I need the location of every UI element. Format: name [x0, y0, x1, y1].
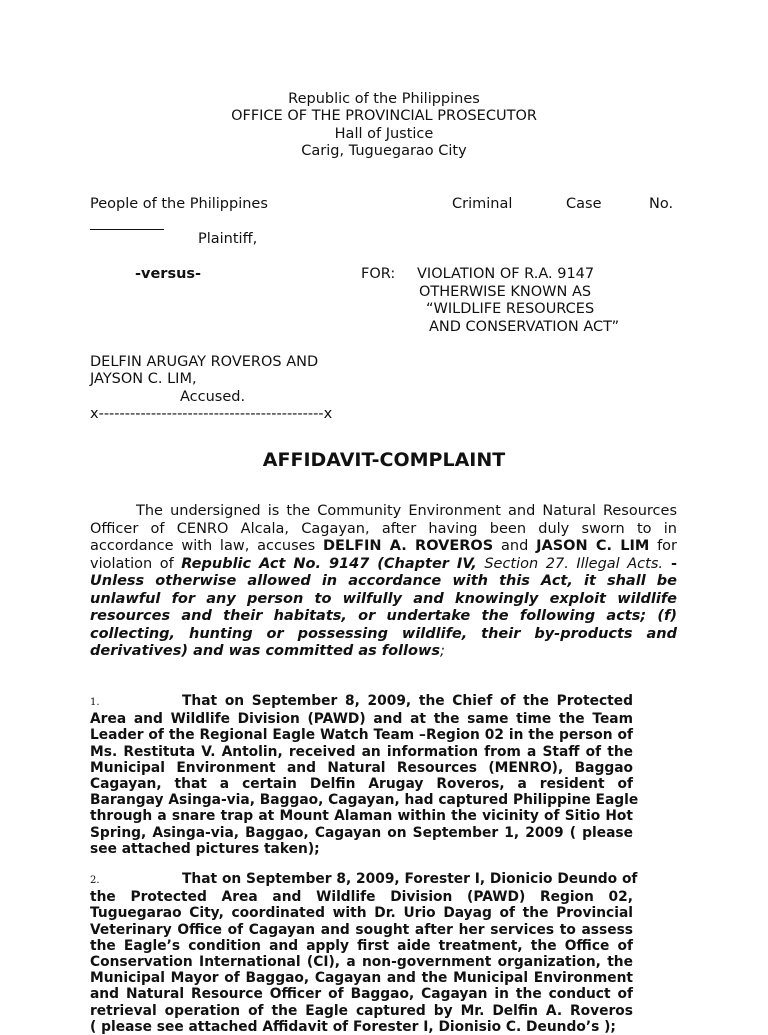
for-label: FOR: — [361, 266, 396, 282]
section-citation: Section 27. Illegal Acts. — [476, 555, 663, 572]
header-office: OFFICE OF THE PROVINCIAL PROSECUTOR — [231, 108, 537, 124]
accused-1-name: DELFIN A. ROVEROS — [322, 538, 494, 554]
item-number: 1. — [90, 697, 100, 708]
charge-line-4: AND CONSERVATION ACT” — [429, 319, 620, 335]
intro-text: and — [493, 538, 537, 554]
case-number-blank — [90, 229, 164, 230]
intro-paragraph — [90, 503, 677, 661]
allegation-line: Cagayan, that a certain Delfin Arugay Roveros, a resident of — [90, 776, 633, 793]
intro-line: Officer of CENRO Alcala, Cagayan, after having been duly sworn to in — [90, 520, 677, 537]
caption-separator: x-------------------------------------------x — [90, 406, 333, 422]
intro-text: ; — [440, 643, 445, 659]
law-citation: Republic Act No. 9147 (Chapter IV, — [181, 555, 477, 572]
header-address: Carig, Tuguegarao City — [301, 143, 467, 159]
intro-text: accordance with law, accuses — [90, 538, 323, 554]
allegation-line: see attached pictures taken); — [90, 840, 320, 857]
allegation-line: retrieval operation of the Eagle captured by Mr. Delfin A. Roveros — [90, 1002, 633, 1019]
allegation-item-2 — [90, 871, 638, 1035]
allegation-line: Municipal Environment and Natural Resources (MENRO), Baggao — [90, 759, 633, 776]
allegation-text: That on September 8, 2009, Forester I, Dionicio Deundo of — [182, 871, 638, 887]
case-label-no: No. — [649, 196, 674, 212]
plaintiff-role: Plaintiff, — [198, 231, 258, 247]
intro-text: violation of — [90, 555, 182, 572]
item-number: 2. — [90, 875, 100, 886]
charge-line-1: VIOLATION OF R.A. 9147 — [417, 266, 595, 282]
charge-line-2: OTHERWISE KNOWN AS — [419, 284, 592, 300]
allegation-line: Barangay Asinga-via, Baggao, Cagayan, had captured Philippine Eagle — [90, 792, 639, 809]
allegation-line: Area and Wildlife Division (PAWD) and at the same time the Team — [90, 711, 633, 728]
allegation-line: the Eagle’s condition and apply first aide treatment, the Office of — [90, 937, 633, 954]
intro-line — [90, 556, 677, 574]
document-title: AFFIDAVIT-COMPLAINT — [262, 449, 506, 471]
versus-label: -versus- — [135, 266, 202, 282]
allegation-line: Spring, Asinga-via, Baggao, Cagayan on September 1, 2009 ( please — [90, 824, 633, 841]
charge-line-3: “WILDLIFE RESOURCES — [426, 301, 595, 317]
allegation-line: Conservation International (CI), a non-government organization, the — [90, 954, 633, 971]
intro-text: - — [663, 555, 677, 572]
allegation-text: That on September 8, 2009, the Chief of the Protected — [182, 693, 633, 709]
intro-line: The undersigned is the Community Environment and Natural Resources — [136, 503, 677, 519]
header-hall: Hall of Justice — [334, 126, 434, 142]
law-text-line: collecting, hunting or possessing wildlife, their by-products and — [90, 625, 677, 642]
allegation-line — [90, 693, 633, 711]
header-republic: Republic of the Philippines — [288, 91, 480, 107]
intro-line — [90, 538, 677, 556]
allegation-line: Leader of the Regional Eagle Watch Team –Region 02 in the person of — [90, 727, 633, 744]
allegation-line: Municipal Mayor of Baggao, Cagayan and the Municipal Environment — [90, 970, 633, 987]
intro-text: for — [649, 538, 678, 554]
allegation-line: Veterinary Office of Cagayan and sought after her services to assess — [90, 921, 633, 938]
case-label-case: Case — [566, 196, 602, 212]
allegation-line: Ms. Restituta V. Antolin, received an information from a Staff of the — [90, 743, 633, 760]
case-label-criminal: Criminal — [452, 196, 513, 212]
plaintiff-name: People of the Philippines — [90, 196, 268, 212]
allegation-line: through a snare trap at Mount Alaman within the vicinity of Sitio Hot — [90, 808, 633, 825]
allegation-line: ( please see attached Affidavit of Forester I, Dionisio C. Deundo’s ); — [90, 1018, 616, 1035]
law-text: derivatives) and was committed as follows — [90, 643, 440, 659]
allegation-line: and Natural Resource Officer of Baggao, Cagayan in the conduct of — [90, 986, 633, 1003]
law-text-line — [90, 643, 677, 661]
accused-role: Accused. — [180, 389, 246, 405]
law-text-line: unlawful for any person to wilfully and knowingly exploit wildlife — [90, 590, 677, 607]
allegation-line — [90, 871, 638, 889]
allegation-line: the Protected Area and Wildlife Division (PAWD) Region 02, — [90, 889, 633, 906]
accused-names-line-2: JAYSON C. LIM, — [90, 371, 197, 387]
law-text-line: Unless otherwise allowed in accordance with this Act, it shall be — [90, 573, 677, 589]
law-text-line: resources and their habitats, or undertake the following acts; (f) — [90, 608, 677, 624]
allegation-line: Tuguegarao City, coordinated with Dr. Urio Dayag of the Provincial — [90, 905, 633, 922]
accused-2-name: JASON C. LIM — [536, 538, 650, 554]
allegation-item-1 — [90, 693, 639, 857]
accused-names-line-1: DELFIN ARUGAY ROVEROS AND — [90, 354, 319, 370]
